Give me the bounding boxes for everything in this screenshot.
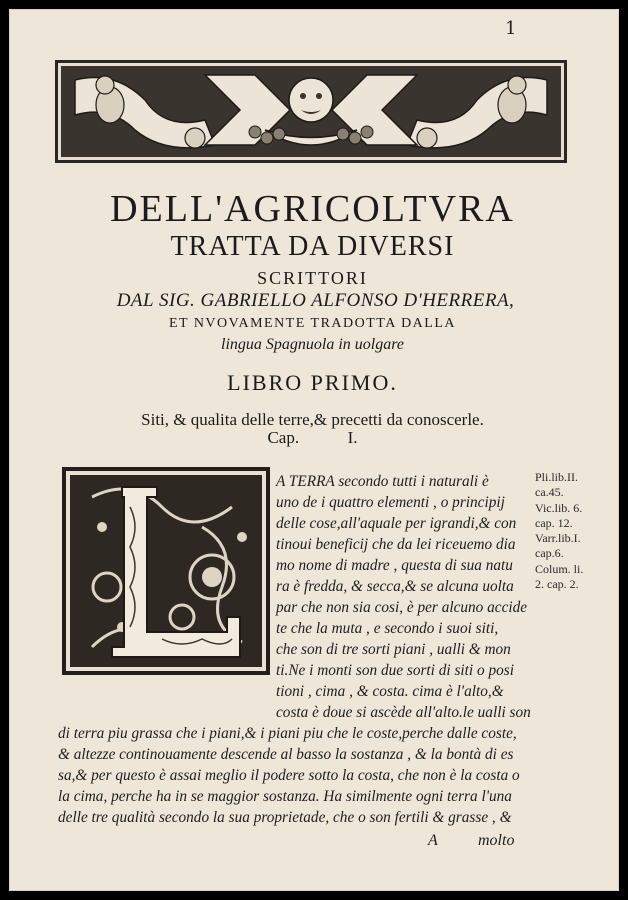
text-line: tioni , cima , & costa. cima è l'alto,& <box>276 683 504 700</box>
chapter-label: Cap. <box>267 428 300 447</box>
book-heading: LIBRO PRIMO. <box>227 370 398 395</box>
main-title: DELL'AGRICOLTVRA <box>110 188 515 230</box>
margin-note: cap.6. <box>535 546 564 561</box>
text-line: & altezze continouamente descende al basso la sostanza , & la bontà di es <box>58 746 514 763</box>
chapter-title: Siti, & qualita delle terre,& precetti da conoscerle. <box>141 410 484 429</box>
text-line: sa,& per questo è assai meglio il podere sotto la costa, che non è la costa o <box>58 767 520 784</box>
subtitle-line-2: SCRITTORI <box>257 268 368 288</box>
text-line: tinoui beneficij che da lei riceuemo dia <box>276 536 516 553</box>
margin-note: ca.45. <box>535 485 564 500</box>
margin-notes <box>535 470 615 592</box>
book-page <box>9 9 619 891</box>
text-line: ti.Ne i monti son due sorti di siti o posi <box>276 662 514 679</box>
translation-line: ET NVOVAMENTE TRADOTTA DALLA <box>168 316 457 331</box>
margin-note: 2. cap. 2. <box>535 577 579 592</box>
page-number: 1 <box>505 18 517 39</box>
subtitle-line: TRATTA DA DIVERSI <box>170 231 455 262</box>
text-line: ra è fredda, & secca,& se alcuna uolta <box>276 578 514 595</box>
text-line: che son di tre sorti piani , ualli & mon <box>276 641 511 658</box>
language-line: lingua Spagnuola in uolgare <box>221 336 404 353</box>
text-line: uno de i quattro elementi , o principij <box>276 494 505 511</box>
text-line: par che non sia cosi, è per alcuno accide <box>276 599 528 616</box>
margin-note: cap. 12. <box>535 515 573 530</box>
text-line: delle cose,all'aquale per igrandi,& con <box>276 515 517 532</box>
margin-note: Varr.lib.I. <box>535 531 581 546</box>
text-line: la cima, perche ha in se maggior sostanza. Ha similmente ogni terra l'una <box>58 788 512 805</box>
signature-mark: A <box>428 832 438 849</box>
text-line: A TERRA secondo tutti i naturali è <box>276 473 489 490</box>
body-text <box>10 10 618 890</box>
author-line: DAL SIG. GABRIELLO ALFONSO D'HERRERA, <box>116 290 515 311</box>
catchword: molto <box>478 832 515 849</box>
text-line: mo nome di madre , questa di sua natu <box>276 557 513 574</box>
margin-note: Colum. li. <box>535 561 584 576</box>
chapter-numeral: I. <box>347 428 358 447</box>
text-line: delle tre qualità secondo la sua proprietade, che o son fertili & grasse , & <box>58 809 512 826</box>
margin-note: Pli.lib.II. <box>535 470 579 484</box>
margin-note: Vic.lib. 6. <box>535 500 583 515</box>
text-line: costa è doue si ascède all'alto.le ualli son <box>276 704 531 721</box>
text-line: te che la muta , e secondo i suoi siti, <box>276 620 499 637</box>
text-line: di terra piu grassa che i piani,& i piani piu che le coste,perche dalle coste, <box>58 725 517 742</box>
